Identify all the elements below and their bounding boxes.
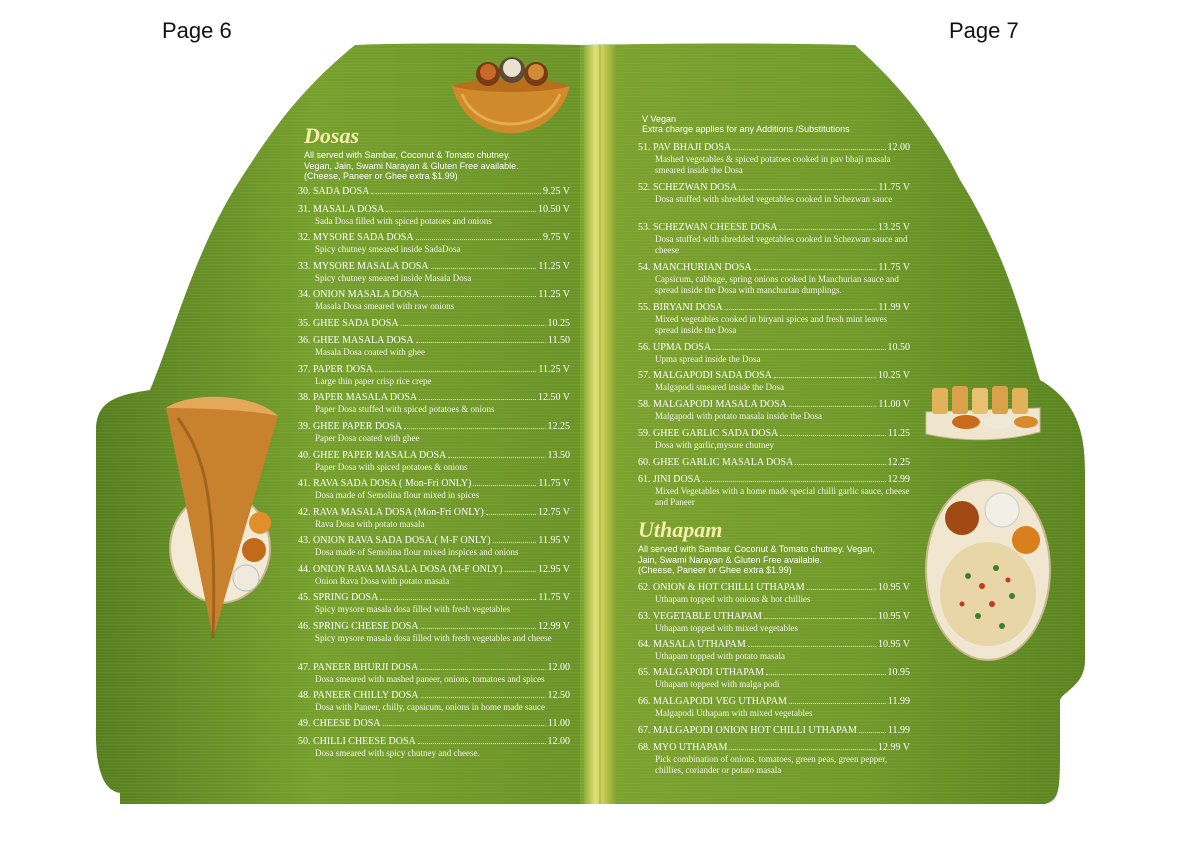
dotted-leader xyxy=(386,211,536,212)
menu-item-name: 65. MALGAPODI UTHAPAM xyxy=(638,667,765,678)
menu-item-row xyxy=(638,399,910,411)
menu-item-desc: Paper Dosa stuffed with spiced potatoes & onions xyxy=(315,404,495,414)
menu-item xyxy=(638,182,910,205)
menu-item xyxy=(298,232,570,255)
dotted-leader xyxy=(764,618,876,619)
menu-item xyxy=(298,364,570,387)
menu-item-row xyxy=(638,428,910,440)
menu-item-price: 12.99 V xyxy=(877,742,910,753)
extra-charge-note: Extra charge applies for any Additions /Substitutions xyxy=(642,124,850,134)
menu-item-row xyxy=(298,261,570,273)
menu-item xyxy=(638,457,910,469)
menu-item xyxy=(298,564,570,587)
dotted-leader xyxy=(748,646,876,647)
dotted-leader xyxy=(505,571,536,572)
dotted-leader xyxy=(766,674,885,675)
dotted-leader xyxy=(795,464,885,465)
dotted-leader xyxy=(703,481,886,482)
dotted-leader xyxy=(375,371,536,372)
menu-item-desc: Masala Dosa coated with ghee xyxy=(315,347,425,357)
menu-item-name: 59. GHEE GARLIC SADA DOSA xyxy=(638,428,779,439)
menu-item-row xyxy=(638,582,910,594)
menu-item-price: 11.75 V xyxy=(538,478,570,489)
menu-item xyxy=(298,736,570,759)
dosas-section-desc-2: Vegan, Jain, Swami Narayan & Gluten Free available. xyxy=(304,160,519,171)
dotted-leader xyxy=(733,149,885,150)
menu-item-row xyxy=(298,478,570,490)
menu-item-name: 49. CHEESE DOSA xyxy=(298,718,381,729)
dotted-leader xyxy=(404,428,545,429)
dotted-leader xyxy=(421,697,546,698)
menu-item-name: 35. GHEE SADA DOSA xyxy=(298,318,399,329)
menu-item-row xyxy=(638,725,910,737)
menu-item-row xyxy=(638,182,910,194)
menu-item-desc: Uthapam topped with onions & hot chillies xyxy=(655,594,811,604)
menu-item-price: 12.00 xyxy=(547,736,570,747)
dosas-section-title: Dosas xyxy=(304,123,360,148)
menu-item-name: 33. MYSORE MASALA DOSA xyxy=(298,261,429,272)
dotted-leader xyxy=(725,309,877,310)
menu-item-price: 12.99 xyxy=(887,474,910,485)
masala-dosa-cone-image xyxy=(158,388,282,644)
dotted-leader xyxy=(754,269,877,270)
dotted-leader xyxy=(383,725,546,726)
menu-item xyxy=(298,421,570,444)
dotted-leader xyxy=(416,342,546,343)
vegan-note: V Vegan xyxy=(642,114,677,124)
dosas-section-desc-1: All served with Sambar, Coconut & Tomato chutney. xyxy=(304,150,511,160)
menu-item-desc: Mashed vegetables & spiced potatoes cooked in pav bhaji masala smeared inside the Dosa xyxy=(655,154,891,175)
menu-item-name: 39. GHEE PAPER DOSA xyxy=(298,421,403,432)
menu-item-price: 11.95 V xyxy=(538,535,570,546)
menu-item-name: 45. SPRING DOSA xyxy=(298,592,379,603)
menu-item xyxy=(298,690,570,713)
menu-item-row xyxy=(638,742,910,754)
menu-item-name: 63. VEGETABLE UTHAPAM xyxy=(638,611,762,622)
dotted-leader xyxy=(401,325,546,326)
menu-item-price: 12.00 xyxy=(547,662,570,673)
menu-item-row xyxy=(638,457,910,469)
menu-item-row xyxy=(298,392,570,404)
menu-item-price: 10.95 V xyxy=(877,611,910,622)
menu-item-price: 10.25 V xyxy=(877,370,910,381)
menu-item xyxy=(298,621,570,644)
menu-item-desc: Dosa smeared with mashed paneer, onions, tomatoes and spices xyxy=(315,674,545,684)
menu-item-price: 12.50 V xyxy=(537,392,570,403)
menu-item-price: 10.25 xyxy=(547,318,570,329)
menu-item xyxy=(298,289,570,312)
uthapam-section-desc-1: All served with Sambar, Coconut & Tomato chutney. Vegan, xyxy=(638,544,875,554)
dotted-leader xyxy=(493,542,537,543)
dotted-leader xyxy=(431,268,537,269)
dotted-leader xyxy=(420,669,545,670)
menu-item-row xyxy=(298,289,570,301)
menu-item-price: 12.00 xyxy=(887,142,910,153)
menu-item xyxy=(298,662,570,685)
menu-item-desc: Spicy mysore masala dosa filled with fresh vegetables and cheese xyxy=(315,633,552,643)
menu-item xyxy=(298,718,570,730)
dotted-leader xyxy=(473,485,536,486)
menu-item xyxy=(298,335,570,358)
menu-item-name: 64. MASALA UTHAPAM xyxy=(638,639,746,650)
menu-item xyxy=(298,535,570,558)
menu-item-price: 11.99 xyxy=(887,725,910,736)
menu-item-name: 62. ONION & HOT CHILLI UTHAPAM xyxy=(638,582,805,593)
menu-item-price: 11.00 xyxy=(547,718,570,729)
menu-item-row xyxy=(298,186,570,198)
menu-item-desc: Onion Rava Dosa with potato masala xyxy=(315,576,450,586)
menu-item xyxy=(638,696,910,719)
menu-item xyxy=(298,204,570,227)
dotted-leader xyxy=(416,239,541,240)
menu-item-row xyxy=(638,262,910,274)
dotted-leader xyxy=(448,457,545,458)
menu-item-desc: Dosa with garlic,mysore chutney xyxy=(655,440,774,450)
uthapam-section-title: Uthapam xyxy=(638,517,723,542)
menu-item xyxy=(298,392,570,415)
menu-item-price: 13.50 xyxy=(547,450,570,461)
dotted-leader xyxy=(807,589,876,590)
dosas-column xyxy=(298,124,570,764)
menu-item-price: 11.25 V xyxy=(538,289,570,300)
menu-item-name: 40. GHEE PAPER MASALA DOSA xyxy=(298,450,447,461)
menu-item-name: 55. BIRYANI DOSA xyxy=(638,302,723,313)
menu-item-price: 10.95 xyxy=(887,667,910,678)
menu-item-price: 11.75 V xyxy=(878,182,910,193)
menu-item xyxy=(298,318,570,330)
menu-item xyxy=(638,342,910,365)
menu-item-row xyxy=(298,421,570,433)
menu-item-row xyxy=(638,696,910,708)
menu-item-name: 48. PANEER CHILLY DOSA xyxy=(298,690,419,701)
menu-item-price: 11.75 V xyxy=(538,592,570,603)
menu-item-desc: Spicy chutney smeared inside SadaDosa xyxy=(315,244,461,254)
menu-item-desc: Dosa with Paneer, chilly, capsicum, onions in home made sauce xyxy=(315,702,545,712)
menu-item-price: 10.50 V xyxy=(537,204,570,215)
menu-item-desc: Paper Dosa with spiced potatoes & onions xyxy=(315,462,468,472)
dotted-leader xyxy=(371,193,541,194)
menu-item-desc: Spicy mysore masala dosa filled with fresh vegetables xyxy=(315,604,511,614)
menu-item-price: 13.25 V xyxy=(877,222,910,233)
menu-item-row xyxy=(638,222,910,234)
menu-item xyxy=(298,261,570,284)
menu-item-desc: Spicy chutney smeared inside Masala Dosa xyxy=(315,273,472,283)
menu-item-row xyxy=(638,370,910,382)
menu-item-desc: Malgapodi with potato masala inside the Dosa xyxy=(655,411,822,421)
menu-item-desc: Upma spread inside the Dosa xyxy=(655,354,761,364)
menu-item-name: 44. ONION RAVA MASALA DOSA (M-F ONLY) xyxy=(298,564,503,575)
uthapam-section-desc-3: (Cheese, Paneer or Ghee extra $1.99) xyxy=(638,565,792,575)
menu-item-price: 12.50 xyxy=(547,690,570,701)
menu-item-name: 53. SCHEZWAN CHEESE DOSA xyxy=(638,222,778,233)
menu-item-name: 38. PAPER MASALA DOSA xyxy=(298,392,418,403)
menu-item-price: 12.25 xyxy=(547,421,570,432)
menu-item-row xyxy=(298,736,570,748)
dosas-header xyxy=(304,124,519,182)
menu-item xyxy=(638,222,910,256)
menu-item-name: 42. RAVA MASALA DOSA (Mon-Fri ONLY) xyxy=(298,507,484,518)
menu-item-row xyxy=(298,535,570,547)
menu-item-row xyxy=(638,302,910,314)
dotted-leader xyxy=(739,189,876,190)
menu-item-desc: Paper Dosa coated with ghee xyxy=(315,433,420,443)
menu-item xyxy=(638,262,910,296)
dotted-leader xyxy=(419,399,536,400)
menu-item-row xyxy=(298,690,570,702)
menu-item-name: 58. MALGAPODI MASALA DOSA xyxy=(638,399,787,410)
menu-item-name: 56. UPMA DOSA xyxy=(638,342,712,353)
menu-item-price: 12.25 xyxy=(887,457,910,468)
menu-item-row xyxy=(298,564,570,576)
menu-item-name: 46. SPRING CHEESE DOSA xyxy=(298,621,419,632)
menu-item-row xyxy=(298,507,570,519)
dotted-leader xyxy=(486,514,536,515)
menu-item-row xyxy=(298,335,570,347)
menu-item-name: 50. CHILLI CHEESE DOSA xyxy=(298,736,416,747)
menu-item-name: 47. PANEER BHURJI DOSA xyxy=(298,662,419,673)
menu-item-price: 9.25 V xyxy=(542,186,570,197)
menu-item-row xyxy=(638,611,910,623)
menu-item xyxy=(638,639,910,662)
menu-item xyxy=(638,370,910,393)
menu-item xyxy=(638,742,910,776)
menu-item-desc: Dosa smeared with spicy chutney and cheese. xyxy=(315,748,480,758)
uthapam-header xyxy=(638,518,875,576)
menu-item-price: 11.99 xyxy=(887,696,910,707)
menu-item xyxy=(638,302,910,336)
menu-item-desc: Masala Dosa smeared with raw onions xyxy=(315,301,455,311)
menu-item xyxy=(298,592,570,615)
menu-item-row xyxy=(298,592,570,604)
uthapam-plate-image xyxy=(922,476,1054,666)
menu-item-row xyxy=(638,342,910,354)
menu-item-name: 30. SADA DOSA xyxy=(298,186,370,197)
menu-item-price: 11.25 V xyxy=(538,261,570,272)
menu-item-name: 34. ONION MASALA DOSA xyxy=(298,289,420,300)
dotted-leader xyxy=(713,349,885,350)
menu-item-desc: Sada Dosa filled with spiced potatoes and onions xyxy=(315,216,492,226)
menu-item-desc: Uthapam topped with mixed vegetables xyxy=(655,623,798,633)
menu-item xyxy=(638,142,910,176)
dotted-leader xyxy=(418,743,546,744)
menu-item xyxy=(638,399,910,422)
menu-item-name: 57. MALGAPODI SADA DOSA xyxy=(638,370,772,381)
menu-item-desc: Capsicum, cabbage, spring onions cooked in Manchurian sauce and spread inside the Dosa with manchurian dumplings. xyxy=(655,274,899,295)
menu-item-desc: Rava Dosa with potato masala xyxy=(315,519,425,529)
menu-item xyxy=(298,186,570,198)
menu-item-name: 37. PAPER DOSA xyxy=(298,364,373,375)
menu-item-price: 10.95 V xyxy=(877,639,910,650)
menu-item-desc: Dosa made of Semolina flour mixed inspices and onions xyxy=(315,547,519,557)
menu-item xyxy=(298,450,570,473)
menu-item-row xyxy=(298,718,570,730)
menu-item-desc: Uthapam topped with potato masala xyxy=(655,651,785,661)
menu-item-price: 11.75 V xyxy=(878,262,910,273)
menu-item-price: 12.75 V xyxy=(537,507,570,518)
menu-item-name: 67. MALGAPODI ONION HOT CHILLI UTHAPAM xyxy=(638,725,857,736)
menu-item-name: 66. MALGAPODI VEG UTHAPAM xyxy=(638,696,787,707)
page-label-right: Page 7 xyxy=(949,18,1019,43)
menu-item-name: 31. MASALA DOSA xyxy=(298,204,385,215)
menu-item-desc: Dosa made of Semolina flour mixed in spices xyxy=(315,490,480,500)
menu-item-row xyxy=(298,450,570,462)
page-label-left: Page 6 xyxy=(162,18,232,43)
menu-item-desc: Malgapodi smeared inside the Dosa xyxy=(655,382,784,392)
menu-item xyxy=(638,474,910,508)
menu-item-price: 10.50 xyxy=(887,342,910,353)
menu-item-name: 32. MYSORE SADA DOSA xyxy=(298,232,414,243)
menu-item-row xyxy=(638,667,910,679)
menu-item-row xyxy=(298,318,570,330)
menu-item-price: 9.75 V xyxy=(542,232,570,243)
menu-item-desc: Pick combination of onions, tomatoes, green peas, green pepper, chillies, coriander or potato masala xyxy=(655,754,888,775)
menu-item-desc: Mixed vegetables cooked in biryani spices and fresh mint leaves spread inside the Dosa xyxy=(655,314,888,335)
dotted-leader xyxy=(789,406,876,407)
menu-item-desc: Dosa stuffed with shredded vegetables cooked in Schezwan sauce xyxy=(655,194,893,204)
menu-item-desc: Malgapodi Uthapam with mixed vegetables xyxy=(655,708,813,718)
menu-item xyxy=(638,428,910,451)
menu-item xyxy=(638,582,910,605)
menu-item-desc: Large thin paper crisp rice crepe xyxy=(315,376,432,386)
dotted-leader xyxy=(380,599,536,600)
menu-item-price: 12.95 V xyxy=(537,564,570,575)
menu-item-price: 11.25 xyxy=(887,428,910,439)
dotted-leader xyxy=(789,703,886,704)
menu-item-row xyxy=(638,474,910,486)
menu-item-row xyxy=(298,204,570,216)
menu-item-row xyxy=(298,662,570,674)
menu-item-name: 68. MYO UTHAPAM xyxy=(638,742,728,753)
dotted-leader xyxy=(774,377,876,378)
dotted-leader xyxy=(421,296,536,297)
menu-item-price: 11.99 V xyxy=(878,302,910,313)
menu-item-desc: Mixed Vegetables with a home made special chilli garlic sauce, cheese and Paneer xyxy=(655,486,910,507)
menu-item-name: 54. MANCHURIAN DOSA xyxy=(638,262,752,273)
dotted-leader xyxy=(859,732,886,733)
menu-item-row xyxy=(638,142,910,154)
dotted-leader xyxy=(779,229,876,230)
dotted-leader xyxy=(421,628,536,629)
menu-item-price: 10.95 V xyxy=(877,582,910,593)
menu-item-price: 11.50 xyxy=(547,335,570,346)
menu-item-name: 43. ONION RAVA SADA DOSA.( M-F ONLY) xyxy=(298,535,491,546)
menu-item-row xyxy=(298,621,570,633)
menu-item-price: 11.00 V xyxy=(878,399,910,410)
dosas-section-desc-3: (Cheese, Paneer or Ghee extra $1.99) xyxy=(304,171,458,181)
menu-item xyxy=(638,667,910,690)
menu-item-name: 52. SCHEZWAN DOSA xyxy=(638,182,738,193)
menu-item xyxy=(638,611,910,634)
right-page-column xyxy=(638,114,910,794)
menu-item-name: 51. PAV BHAJI DOSA xyxy=(638,142,732,153)
menu-item-row xyxy=(298,364,570,376)
menu-item xyxy=(638,725,910,737)
menu-item xyxy=(298,507,570,530)
menu-item-price: 11.25 V xyxy=(538,364,570,375)
dotted-leader xyxy=(729,749,876,750)
menu-item-price: 12.99 V xyxy=(537,621,570,632)
uthapam-section-desc-2: Jain, Swami Narayan & Gluten Free available. xyxy=(638,554,823,565)
menu-item-name: 61. JINI DOSA xyxy=(638,474,701,485)
menu-item-desc: Uthapam toppeed with malga podi xyxy=(655,679,780,689)
menu-item-desc: Dosa stuffed with shredded vegetables cooked in Schezwan sauce and cheese xyxy=(655,234,908,255)
idli-plate-image xyxy=(922,382,1044,442)
menu-item-name: 36. GHEE MASALA DOSA xyxy=(298,335,414,346)
menu-item-row xyxy=(638,639,910,651)
menu-item-name: 41. RAVA SADA DOSA ( Mon-Fri ONLY) xyxy=(298,478,472,489)
dotted-leader xyxy=(780,435,886,436)
menu-item xyxy=(298,478,570,501)
menu-item-name: 60. GHEE GARLIC MASALA DOSA xyxy=(638,457,794,468)
menu-item-row xyxy=(298,232,570,244)
